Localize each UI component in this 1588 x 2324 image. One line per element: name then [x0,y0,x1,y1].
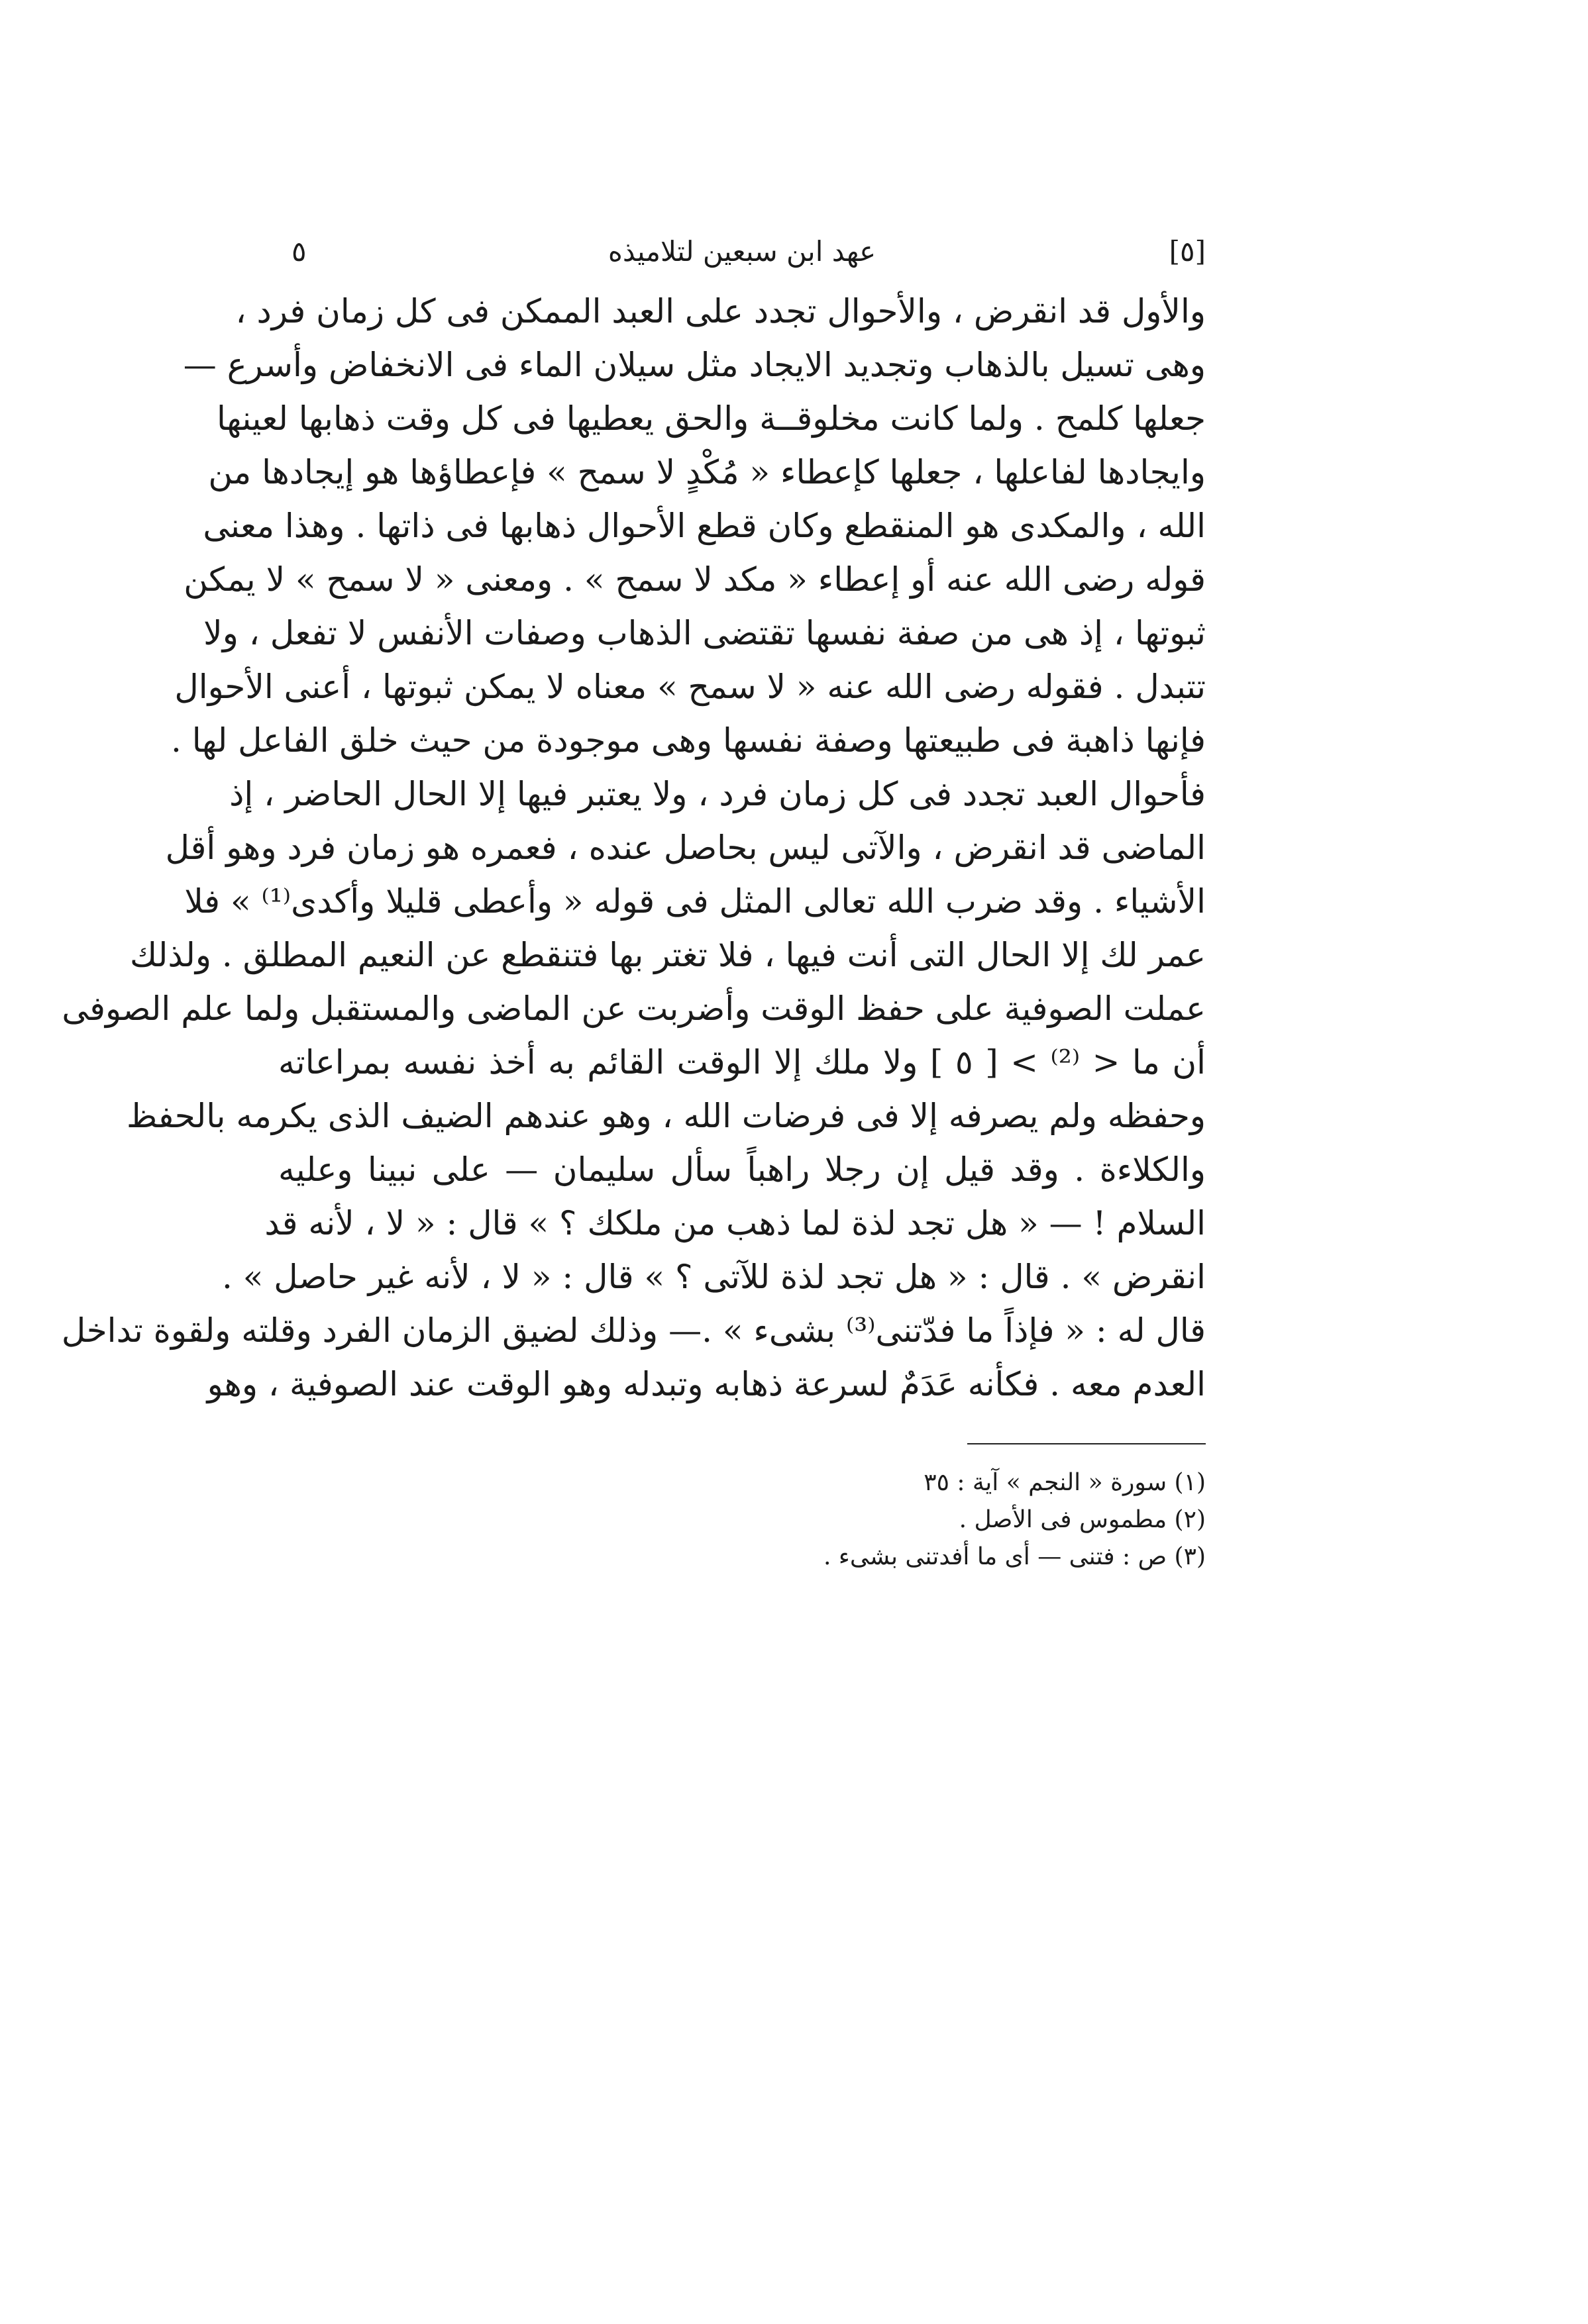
text-line: انقرض » . قال : « هل تجد لذة للآتى ؟ » قال : « لا ، لأنه غير حاصل » . [222,1258,1206,1296]
running-title: عهد ابن سبعين لتلاميذه [608,235,876,268]
text-line: عملت الصوفية على حفظ الوقت وأضربت عن الماضى والمستقبل ولما علم الصوفى [62,989,1206,1028]
text-line: أن ما < ⁽²⁾ > [ ٥ ] ولا ملك إلا الوقت القائم به أخذ نفسه بمراعاته [278,1043,1206,1082]
footnotes [278,1464,1206,1576]
text-line: والأول قد انقرض ، والأحوال تجدد على العبد الممكن فى كل زمان فرد ، [235,292,1206,330]
body-text [61,285,1206,1411]
text-line: وهى تسيل بالذهاب وتجديد الايجاد مثل سيلان الماء فى الانخفاض وأسرع — [183,346,1206,384]
text-line: فإنها ذاهبة فى طبيعتها وصفة نفسها وهى موجودة من حيث خلق الفاعل لها . [170,721,1206,760]
text-line: عمر لك إلا الحال التى أنت فيها ، فلا تغتر بها فتنقطع عن النعيم المطلق . ولذلك [130,936,1206,974]
text-line: قوله رضى الله عنه أو إعطاء « مكد لا سمح » . ومعنى « لا سمح » لا يمكن [184,560,1206,599]
text-line: السلام ! — « هل تجد لذة لما ذهب من ملكك ؟ » قال : « لا ، لأنه قد [264,1204,1206,1242]
footnote-1: (١) سورة « النجم » آية : ٣٥ [924,1469,1206,1496]
document-page [61,225,1206,1576]
text-line: ثبوتها ، إذ هى من صفة نفسها تقتضى الذهاب وصفات الأنفس لا تفعل ، ولا [203,614,1206,652]
text-line: الأشياء . وقد ضرب الله تعالى المثل فى قوله « وأعطى قليلا وأكدى⁽¹⁾ » فلا [184,882,1206,921]
text-line: وحفظه ولم يصرفه إلا فى فرضات الله ، وهو عندهم الضيف الذى يكرمه بالحفظ [127,1097,1206,1135]
text-line: فأحوال العبد تجدد فى كل زمان فرد ، ولا يعتبر فيها إلا الحال الحاضر ، إذ [229,775,1206,813]
footnote-divider [967,1443,1206,1444]
text-line: تتبدل . فقوله رضى الله عنه « لا سمح » معناه لا يمكن ثبوتها ، أعنى الأحوال [174,668,1206,706]
text-line: قال له : « فإذاً ما فدّتنى⁽³⁾ بشىء » .— وذلك لضيق الزمان الفرد وقلته ولقوة تداخل [61,1311,1206,1350]
footnote-2: (٢) مطموس فى الأصل . [959,1506,1206,1533]
text-line: وايجادها لفاعلها ، جعلها كإعطاء « مُكْدٍ لا سمح » فإعطاؤها هو إيجادها من [208,453,1206,491]
text-line: الماضى قد انقرض ، والآتى ليس بحاصل عنده ، فعمره هو زمان فرد وهو أقل [165,829,1206,867]
footnote-3: (٣) ص : فتنى — أى ما أفدتنى بشىء . [823,1543,1206,1570]
page-number-bracketed: [٥] [1169,235,1206,268]
text-line: والكلاءة . وقد قيل إن رجلا راهباً سأل سليمان — على نبينا وعليه [278,1150,1206,1189]
page-header [278,225,1206,278]
text-line: جعلها كلمح . ولما كانت مخلوقــة والحق يعطيها فى كل وقت ذهابها لعينها [217,399,1206,438]
page-number: ٥ [291,235,307,268]
text-line: الله ، والمكدى هو المنقطع وكان قطع الأحوال ذهابها فى ذاتها . وهذا معنى [203,507,1206,545]
text-line: العدم معه . فكأنه عَدَمٌ لسرعة ذهابه وتبدله وهو الوقت عند الصوفية ، وهو [207,1365,1206,1403]
